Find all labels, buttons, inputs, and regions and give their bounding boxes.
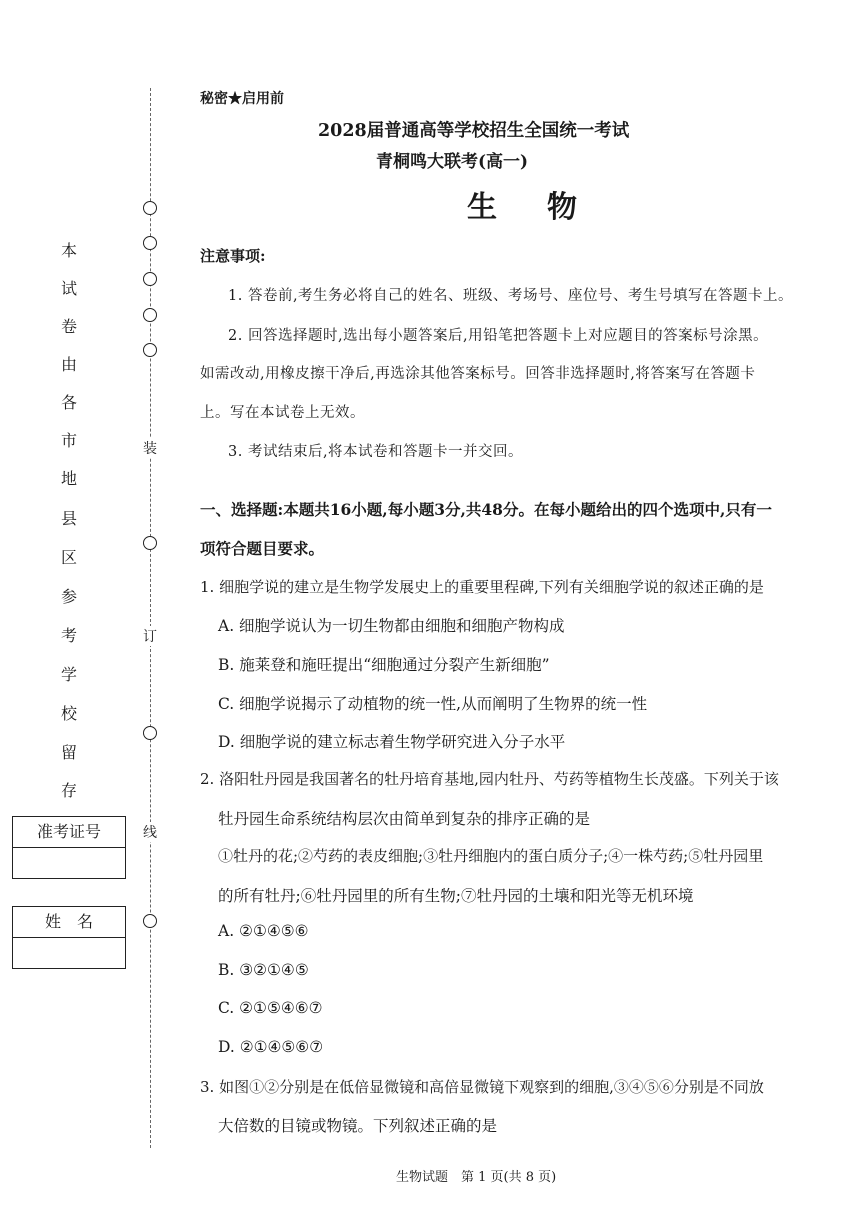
binding-hole bbox=[143, 536, 157, 550]
side-text-char: 市 bbox=[60, 431, 77, 450]
binding-hole bbox=[143, 236, 157, 250]
q2-items-cont: 的所有牡丹;⑥牡丹园里的所有生物;⑦牡丹园的土壤和阳光等无机环境 bbox=[218, 887, 694, 905]
side-text-char: 各 bbox=[60, 393, 77, 412]
q1-option-c: C. 细胞学说揭示了动植物的统一性,从而阐明了生物界的统一性 bbox=[218, 695, 648, 713]
q2-items: ①牡丹的花;②芍药的表皮细胞;③牡丹细胞内的蛋白质分子;④一株芍药;⑤牡丹园里 bbox=[218, 847, 764, 865]
q1-option-a: A. 细胞学说认为一切生物都由细胞和细胞产物构成 bbox=[218, 617, 565, 635]
notice-item-1: 1. 答卷前,考生务必将自己的姓名、班级、考场号、座位号、考生号填写在答题卡上。 bbox=[228, 288, 794, 304]
side-text-char: 考 bbox=[60, 626, 77, 645]
exam-title: 2028届普通高等学校招生全国统一考试 bbox=[318, 121, 630, 141]
side-text-char: 地 bbox=[60, 469, 77, 488]
name-field[interactable] bbox=[13, 938, 125, 968]
binding-hole bbox=[143, 914, 157, 928]
subject-title: 生 物 bbox=[467, 190, 587, 225]
binding-hole bbox=[143, 308, 157, 322]
binding-hole bbox=[143, 201, 157, 215]
binding-hole bbox=[143, 272, 157, 286]
notice-item-3: 3. 考试结束后,将本试卷和答题卡一并交回。 bbox=[228, 444, 524, 460]
q2-stem: 2. 洛阳牡丹园是我国著名的牡丹培育基地,园内牡丹、芍药等植物生长茂盛。下列关于该 bbox=[200, 770, 779, 788]
side-text-char: 县 bbox=[60, 509, 77, 528]
side-text-char: 留 bbox=[60, 743, 77, 762]
binding-hole bbox=[143, 726, 157, 740]
side-text-char: 参 bbox=[60, 587, 77, 606]
notice-item-2b: 如需改动,用橡皮擦干净后,再选涂其他答案标号。回答非选择题时,将答案写在答题卡 bbox=[200, 366, 756, 382]
binding-char-xian: 线 bbox=[143, 822, 157, 842]
binding-char-zhuang: 装 bbox=[143, 438, 157, 458]
q1-option-b: B. 施莱登和施旺提出“细胞通过分裂产生新细胞” bbox=[218, 656, 550, 674]
side-text-char: 试 bbox=[60, 279, 77, 298]
side-text-char: 学 bbox=[60, 665, 77, 684]
q2-option-b: B. ③②①④⑤ bbox=[218, 961, 309, 979]
section-heading: 一、选择题:本题共16小题,每小题3分,共48分。在每小题给出的四个选项中,只有一 bbox=[200, 500, 772, 519]
side-text-char: 存 bbox=[60, 781, 77, 800]
name-box bbox=[12, 906, 126, 969]
q1-option-d: D. 细胞学说的建立标志着生物学研究进入分子水平 bbox=[218, 733, 566, 751]
side-text-char: 校 bbox=[60, 704, 77, 723]
page-footer: 生物试题 第 1 页(共 8 页) bbox=[396, 1170, 557, 1185]
q2-stem-cont: 牡丹园生命系统结构层次由简单到复杂的排序正确的是 bbox=[218, 810, 591, 828]
binding-hole bbox=[143, 343, 157, 357]
q2-option-a: A. ②①④⑤⑥ bbox=[218, 922, 309, 940]
exam-id-field[interactable] bbox=[13, 848, 125, 878]
side-text-char: 本 bbox=[60, 241, 77, 260]
section-heading-cont: 项符合题目要求。 bbox=[200, 539, 325, 558]
secret-label: 秘密★启用前 bbox=[200, 91, 284, 107]
side-text-char: 卷 bbox=[60, 317, 77, 336]
q3-stem-cont: 大倍数的目镜或物镜。下列叙述正确的是 bbox=[218, 1117, 498, 1135]
exam-id-label: 准考证号 bbox=[13, 817, 125, 848]
q1-stem: 1. 细胞学说的建立是生物学发展史上的重要里程碑,下列有关细胞学说的叙述正确的是 bbox=[200, 578, 764, 596]
exam-id-box bbox=[12, 816, 126, 879]
binding-char-ding: 订 bbox=[143, 626, 157, 646]
side-text-char: 区 bbox=[60, 548, 77, 567]
name-label: 姓 名 bbox=[13, 907, 125, 938]
notice-item-2c: 上。写在本试卷上无效。 bbox=[200, 405, 365, 421]
q2-option-d: D. ②①④⑤⑥⑦ bbox=[218, 1038, 324, 1056]
notice-heading: 注意事项: bbox=[200, 247, 266, 265]
q3-stem: 3. 如图①②分别是在低倍显微镜和高倍显微镜下观察到的细胞,③④⑤⑥分别是不同放 bbox=[200, 1078, 764, 1096]
side-text-char: 由 bbox=[60, 355, 77, 374]
notice-item-2a: 2. 回答选择题时,选出每小题答案后,用铅笔把答题卡上对应题目的答案标号涂黑。 bbox=[228, 328, 769, 344]
exam-subtitle: 青桐鸣大联考(高一) bbox=[376, 152, 529, 172]
q2-option-c: C. ②①⑤④⑥⑦ bbox=[218, 999, 323, 1017]
